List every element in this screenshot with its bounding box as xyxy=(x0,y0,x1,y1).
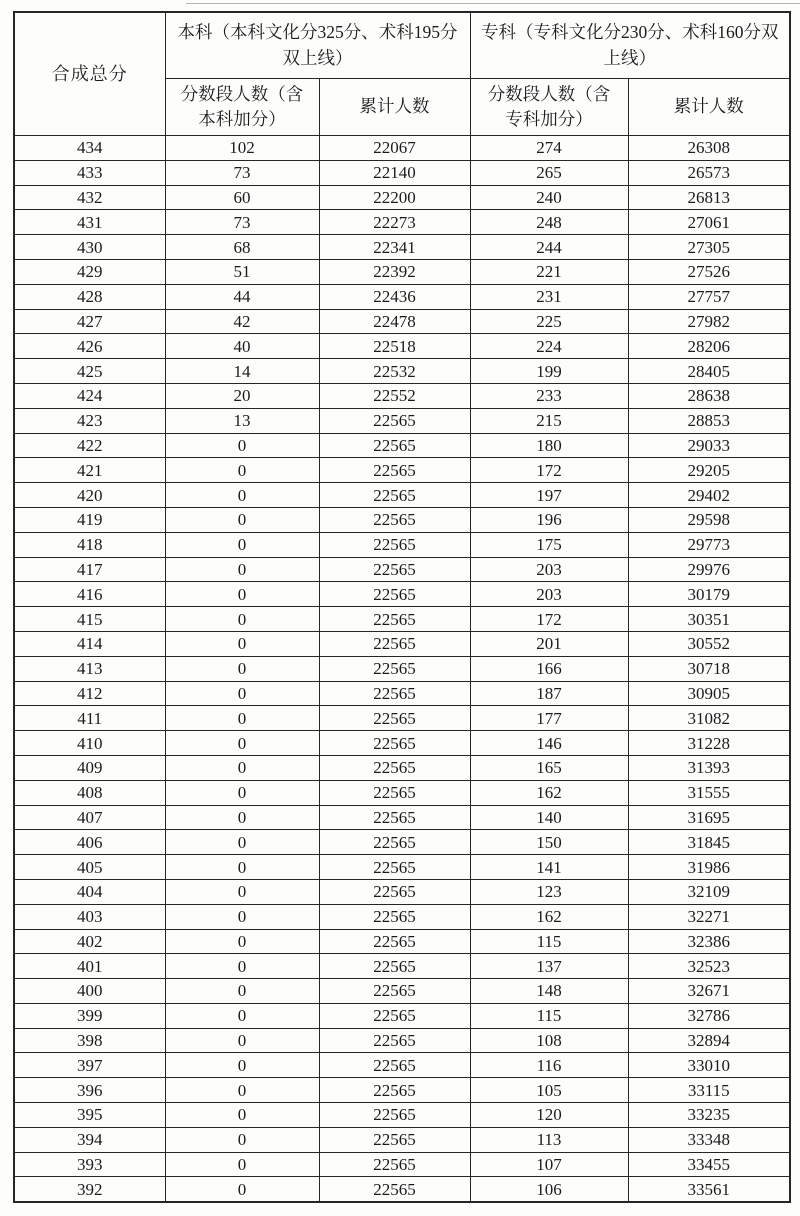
cell-benke-cumulative: 22565 xyxy=(319,780,470,805)
cell-zhuanke-cumulative: 30905 xyxy=(628,681,790,706)
header-zhuanke-group: 专科（专科文化分230分、术科160分双上线） xyxy=(470,12,790,79)
cell-benke-cumulative: 22565 xyxy=(319,1127,470,1152)
cell-zhuanke-cumulative: 28405 xyxy=(628,359,790,384)
cell-benke-cumulative: 22552 xyxy=(319,383,470,408)
cell-benke-count: 0 xyxy=(165,929,319,954)
header-zhuanke-cumulative: 累计人数 xyxy=(628,79,790,136)
table-row xyxy=(14,582,790,607)
cell-benke-count: 0 xyxy=(165,979,319,1004)
cell-benke-cumulative: 22140 xyxy=(319,160,470,185)
cell-benke-cumulative: 22565 xyxy=(319,408,470,433)
cell-benke-cumulative: 22565 xyxy=(319,706,470,731)
cell-zhuanke-count: 115 xyxy=(470,929,628,954)
table-row xyxy=(14,830,790,855)
cell-benke-cumulative: 22273 xyxy=(319,210,470,235)
cell-zhuanke-cumulative: 31082 xyxy=(628,706,790,731)
cell-benke-count: 0 xyxy=(165,755,319,780)
cell-composite-score: 427 xyxy=(14,309,165,334)
cell-zhuanke-cumulative: 27305 xyxy=(628,235,790,260)
cell-zhuanke-count: 115 xyxy=(470,1003,628,1028)
cell-composite-score: 408 xyxy=(14,780,165,805)
cell-zhuanke-cumulative: 32386 xyxy=(628,929,790,954)
cell-zhuanke-cumulative: 27526 xyxy=(628,259,790,284)
cell-zhuanke-count: 141 xyxy=(470,855,628,880)
cell-benke-cumulative: 22341 xyxy=(319,235,470,260)
cell-composite-score: 414 xyxy=(14,631,165,656)
cell-zhuanke-cumulative: 29402 xyxy=(628,483,790,508)
header-benke-segment-count: 分数段人数（含本科加分） xyxy=(165,79,319,136)
table-row xyxy=(14,433,790,458)
cell-composite-score: 407 xyxy=(14,805,165,830)
cell-zhuanke-cumulative: 32109 xyxy=(628,879,790,904)
cell-zhuanke-count: 165 xyxy=(470,755,628,780)
table-row xyxy=(14,607,790,632)
cell-benke-count: 0 xyxy=(165,830,319,855)
cell-zhuanke-count: 146 xyxy=(470,731,628,756)
cell-benke-count: 0 xyxy=(165,433,319,458)
cell-benke-count: 44 xyxy=(165,284,319,309)
cell-benke-count: 0 xyxy=(165,458,319,483)
table-row xyxy=(14,706,790,731)
table-row xyxy=(14,383,790,408)
table-row xyxy=(14,210,790,235)
cell-zhuanke-cumulative: 31695 xyxy=(628,805,790,830)
cell-benke-cumulative: 22565 xyxy=(319,879,470,904)
cell-benke-count: 0 xyxy=(165,582,319,607)
cell-composite-score: 415 xyxy=(14,607,165,632)
cell-composite-score: 425 xyxy=(14,359,165,384)
cell-zhuanke-count: 197 xyxy=(470,483,628,508)
table-row xyxy=(14,1127,790,1152)
table-row xyxy=(14,235,790,260)
cell-zhuanke-cumulative: 31228 xyxy=(628,731,790,756)
cell-benke-count: 13 xyxy=(165,408,319,433)
cell-benke-cumulative: 22565 xyxy=(319,582,470,607)
cell-zhuanke-count: 221 xyxy=(470,259,628,284)
cell-benke-count: 0 xyxy=(165,483,319,508)
cell-zhuanke-cumulative: 26573 xyxy=(628,160,790,185)
cell-benke-cumulative: 22565 xyxy=(319,904,470,929)
cell-zhuanke-cumulative: 27061 xyxy=(628,210,790,235)
cell-zhuanke-count: 166 xyxy=(470,656,628,681)
table-row xyxy=(14,334,790,359)
cell-zhuanke-count: 116 xyxy=(470,1053,628,1078)
table-row xyxy=(14,954,790,979)
cell-benke-cumulative: 22200 xyxy=(319,185,470,210)
table-row xyxy=(14,631,790,656)
cell-zhuanke-cumulative: 29976 xyxy=(628,557,790,582)
cell-zhuanke-count: 150 xyxy=(470,830,628,855)
cell-composite-score: 394 xyxy=(14,1127,165,1152)
table-row xyxy=(14,1177,790,1202)
table-row xyxy=(14,979,790,1004)
cell-benke-cumulative: 22565 xyxy=(319,954,470,979)
table-row xyxy=(14,731,790,756)
cell-composite-score: 419 xyxy=(14,507,165,532)
cell-benke-count: 20 xyxy=(165,383,319,408)
cell-composite-score: 420 xyxy=(14,483,165,508)
cell-zhuanke-cumulative: 30718 xyxy=(628,656,790,681)
cell-benke-cumulative: 22565 xyxy=(319,979,470,1004)
table-row xyxy=(14,855,790,880)
cell-benke-count: 0 xyxy=(165,1053,319,1078)
cell-zhuanke-count: 180 xyxy=(470,433,628,458)
cell-zhuanke-cumulative: 33235 xyxy=(628,1103,790,1128)
cell-benke-count: 0 xyxy=(165,532,319,557)
cell-composite-score: 401 xyxy=(14,954,165,979)
cell-benke-count: 0 xyxy=(165,780,319,805)
cell-composite-score: 395 xyxy=(14,1103,165,1128)
table-row xyxy=(14,136,790,161)
cell-zhuanke-count: 244 xyxy=(470,235,628,260)
cell-composite-score: 424 xyxy=(14,383,165,408)
cell-zhuanke-count: 224 xyxy=(470,334,628,359)
cell-benke-cumulative: 22565 xyxy=(319,607,470,632)
cell-benke-count: 0 xyxy=(165,631,319,656)
cell-benke-cumulative: 22565 xyxy=(319,1152,470,1177)
cell-zhuanke-cumulative: 27982 xyxy=(628,309,790,334)
cell-benke-cumulative: 22565 xyxy=(319,507,470,532)
cell-benke-cumulative: 22565 xyxy=(319,855,470,880)
cell-benke-count: 0 xyxy=(165,607,319,632)
cell-zhuanke-cumulative: 33455 xyxy=(628,1152,790,1177)
cell-zhuanke-cumulative: 30179 xyxy=(628,582,790,607)
table-row xyxy=(14,1028,790,1053)
cell-composite-score: 433 xyxy=(14,160,165,185)
cell-composite-score: 421 xyxy=(14,458,165,483)
cell-zhuanke-cumulative: 33115 xyxy=(628,1078,790,1103)
cell-zhuanke-cumulative: 29598 xyxy=(628,507,790,532)
cell-zhuanke-cumulative: 26813 xyxy=(628,185,790,210)
cell-composite-score: 411 xyxy=(14,706,165,731)
cell-zhuanke-count: 148 xyxy=(470,979,628,1004)
cell-zhuanke-count: 137 xyxy=(470,954,628,979)
cell-zhuanke-count: 113 xyxy=(470,1127,628,1152)
cell-zhuanke-cumulative: 32671 xyxy=(628,979,790,1004)
table-row xyxy=(14,458,790,483)
table-row xyxy=(14,259,790,284)
cell-zhuanke-cumulative: 30351 xyxy=(628,607,790,632)
cell-composite-score: 413 xyxy=(14,656,165,681)
table-row xyxy=(14,557,790,582)
scan-artifact-line xyxy=(186,3,800,4)
cell-benke-cumulative: 22478 xyxy=(319,309,470,334)
cell-zhuanke-count: 203 xyxy=(470,557,628,582)
cell-benke-count: 68 xyxy=(165,235,319,260)
cell-zhuanke-count: 140 xyxy=(470,805,628,830)
cell-benke-count: 0 xyxy=(165,706,319,731)
cell-composite-score: 417 xyxy=(14,557,165,582)
cell-benke-cumulative: 22565 xyxy=(319,631,470,656)
cell-benke-count: 14 xyxy=(165,359,319,384)
table-row xyxy=(14,1152,790,1177)
cell-benke-cumulative: 22565 xyxy=(319,1028,470,1053)
cell-benke-cumulative: 22565 xyxy=(319,1177,470,1202)
cell-composite-score: 399 xyxy=(14,1003,165,1028)
cell-benke-cumulative: 22565 xyxy=(319,557,470,582)
table-body xyxy=(14,136,790,1203)
cell-benke-count: 0 xyxy=(165,1152,319,1177)
cell-zhuanke-count: 177 xyxy=(470,706,628,731)
cell-zhuanke-count: 123 xyxy=(470,879,628,904)
cell-benke-count: 60 xyxy=(165,185,319,210)
cell-zhuanke-cumulative: 28853 xyxy=(628,408,790,433)
cell-benke-count: 0 xyxy=(165,1028,319,1053)
cell-zhuanke-count: 108 xyxy=(470,1028,628,1053)
cell-benke-cumulative: 22565 xyxy=(319,1053,470,1078)
cell-benke-cumulative: 22565 xyxy=(319,929,470,954)
table-row xyxy=(14,1003,790,1028)
cell-benke-cumulative: 22436 xyxy=(319,284,470,309)
cell-benke-cumulative: 22067 xyxy=(319,136,470,161)
cell-benke-count: 0 xyxy=(165,1003,319,1028)
cell-zhuanke-count: 248 xyxy=(470,210,628,235)
cell-zhuanke-count: 106 xyxy=(470,1177,628,1202)
cell-benke-count: 0 xyxy=(165,1127,319,1152)
table-row xyxy=(14,284,790,309)
table-row xyxy=(14,904,790,929)
cell-composite-score: 406 xyxy=(14,830,165,855)
cell-benke-cumulative: 22565 xyxy=(319,532,470,557)
cell-zhuanke-cumulative: 27757 xyxy=(628,284,790,309)
cell-benke-count: 0 xyxy=(165,1177,319,1202)
cell-benke-cumulative: 22518 xyxy=(319,334,470,359)
cell-zhuanke-count: 274 xyxy=(470,136,628,161)
cell-zhuanke-count: 172 xyxy=(470,458,628,483)
table-header xyxy=(14,12,790,136)
cell-benke-cumulative: 22565 xyxy=(319,830,470,855)
table-row xyxy=(14,681,790,706)
cell-benke-count: 0 xyxy=(165,855,319,880)
table-row xyxy=(14,805,790,830)
cell-composite-score: 403 xyxy=(14,904,165,929)
cell-composite-score: 400 xyxy=(14,979,165,1004)
header-benke-cumulative: 累计人数 xyxy=(319,79,470,136)
cell-zhuanke-count: 225 xyxy=(470,309,628,334)
cell-benke-count: 0 xyxy=(165,557,319,582)
cell-zhuanke-cumulative: 32894 xyxy=(628,1028,790,1053)
cell-zhuanke-count: 265 xyxy=(470,160,628,185)
cell-zhuanke-count: 201 xyxy=(470,631,628,656)
cell-composite-score: 431 xyxy=(14,210,165,235)
table-row xyxy=(14,1103,790,1128)
table-row xyxy=(14,185,790,210)
cell-benke-count: 0 xyxy=(165,1078,319,1103)
cell-zhuanke-cumulative: 28638 xyxy=(628,383,790,408)
table-row xyxy=(14,309,790,334)
cell-benke-cumulative: 22565 xyxy=(319,1003,470,1028)
table-row xyxy=(14,656,790,681)
cell-zhuanke-cumulative: 31986 xyxy=(628,855,790,880)
cell-composite-score: 410 xyxy=(14,731,165,756)
cell-benke-count: 0 xyxy=(165,904,319,929)
cell-zhuanke-count: 196 xyxy=(470,507,628,532)
cell-benke-cumulative: 22565 xyxy=(319,805,470,830)
cell-composite-score: 412 xyxy=(14,681,165,706)
cell-composite-score: 402 xyxy=(14,929,165,954)
cell-composite-score: 422 xyxy=(14,433,165,458)
cell-composite-score: 432 xyxy=(14,185,165,210)
cell-composite-score: 418 xyxy=(14,532,165,557)
cell-benke-cumulative: 22565 xyxy=(319,755,470,780)
cell-zhuanke-cumulative: 29773 xyxy=(628,532,790,557)
cell-benke-cumulative: 22565 xyxy=(319,483,470,508)
cell-zhuanke-count: 162 xyxy=(470,780,628,805)
table-row xyxy=(14,507,790,532)
cell-zhuanke-cumulative: 33561 xyxy=(628,1177,790,1202)
cell-benke-count: 0 xyxy=(165,656,319,681)
cell-benke-cumulative: 22565 xyxy=(319,681,470,706)
cell-benke-cumulative: 22565 xyxy=(319,433,470,458)
cell-benke-count: 51 xyxy=(165,259,319,284)
cell-benke-count: 73 xyxy=(165,160,319,185)
cell-benke-count: 0 xyxy=(165,507,319,532)
cell-zhuanke-cumulative: 31555 xyxy=(628,780,790,805)
cell-composite-score: 392 xyxy=(14,1177,165,1202)
cell-benke-count: 0 xyxy=(165,1103,319,1128)
cell-zhuanke-count: 231 xyxy=(470,284,628,309)
cell-zhuanke-cumulative: 29205 xyxy=(628,458,790,483)
table-row xyxy=(14,483,790,508)
cell-zhuanke-cumulative: 31393 xyxy=(628,755,790,780)
score-distribution-table xyxy=(13,11,791,1203)
cell-zhuanke-count: 240 xyxy=(470,185,628,210)
cell-composite-score: 393 xyxy=(14,1152,165,1177)
table-row xyxy=(14,929,790,954)
table-row xyxy=(14,408,790,433)
cell-zhuanke-count: 107 xyxy=(470,1152,628,1177)
cell-zhuanke-cumulative: 30552 xyxy=(628,631,790,656)
cell-zhuanke-count: 175 xyxy=(470,532,628,557)
cell-zhuanke-count: 162 xyxy=(470,904,628,929)
cell-benke-cumulative: 22565 xyxy=(319,656,470,681)
table-row xyxy=(14,1078,790,1103)
cell-composite-score: 429 xyxy=(14,259,165,284)
cell-benke-cumulative: 22565 xyxy=(319,1078,470,1103)
cell-zhuanke-cumulative: 32786 xyxy=(628,1003,790,1028)
table-row xyxy=(14,879,790,904)
cell-composite-score: 430 xyxy=(14,235,165,260)
cell-benke-cumulative: 22532 xyxy=(319,359,470,384)
cell-zhuanke-count: 172 xyxy=(470,607,628,632)
cell-zhuanke-cumulative: 33348 xyxy=(628,1127,790,1152)
table-row xyxy=(14,160,790,185)
cell-composite-score: 398 xyxy=(14,1028,165,1053)
cell-zhuanke-count: 203 xyxy=(470,582,628,607)
cell-benke-count: 0 xyxy=(165,805,319,830)
cell-benke-count: 73 xyxy=(165,210,319,235)
cell-composite-score: 396 xyxy=(14,1078,165,1103)
cell-composite-score: 426 xyxy=(14,334,165,359)
header-zhuanke-segment-count: 分数段人数（含专科加分） xyxy=(470,79,628,136)
table-row xyxy=(14,780,790,805)
cell-composite-score: 404 xyxy=(14,879,165,904)
cell-zhuanke-count: 120 xyxy=(470,1103,628,1128)
cell-benke-cumulative: 22392 xyxy=(319,259,470,284)
header-benke-group: 本科（本科文化分325分、术科195分双上线） xyxy=(165,12,470,79)
table-row xyxy=(14,1053,790,1078)
cell-benke-count: 0 xyxy=(165,681,319,706)
cell-zhuanke-cumulative: 26308 xyxy=(628,136,790,161)
cell-composite-score: 409 xyxy=(14,755,165,780)
cell-zhuanke-cumulative: 33010 xyxy=(628,1053,790,1078)
cell-zhuanke-count: 215 xyxy=(470,408,628,433)
cell-composite-score: 405 xyxy=(14,855,165,880)
cell-composite-score: 423 xyxy=(14,408,165,433)
cell-benke-cumulative: 22565 xyxy=(319,731,470,756)
cell-benke-cumulative: 22565 xyxy=(319,458,470,483)
table-row xyxy=(14,755,790,780)
cell-zhuanke-count: 233 xyxy=(470,383,628,408)
cell-zhuanke-count: 187 xyxy=(470,681,628,706)
cell-benke-count: 40 xyxy=(165,334,319,359)
table-row xyxy=(14,532,790,557)
header-row-groups xyxy=(14,12,790,79)
cell-benke-count: 0 xyxy=(165,731,319,756)
cell-zhuanke-cumulative: 32271 xyxy=(628,904,790,929)
cell-zhuanke-count: 199 xyxy=(470,359,628,384)
cell-composite-score: 397 xyxy=(14,1053,165,1078)
cell-zhuanke-cumulative: 28206 xyxy=(628,334,790,359)
cell-zhuanke-cumulative: 32523 xyxy=(628,954,790,979)
cell-composite-score: 428 xyxy=(14,284,165,309)
cell-benke-cumulative: 22565 xyxy=(319,1103,470,1128)
cell-zhuanke-cumulative: 29033 xyxy=(628,433,790,458)
cell-zhuanke-count: 105 xyxy=(470,1078,628,1103)
cell-zhuanke-cumulative: 31845 xyxy=(628,830,790,855)
cell-composite-score: 416 xyxy=(14,582,165,607)
cell-benke-count: 0 xyxy=(165,954,319,979)
cell-benke-count: 42 xyxy=(165,309,319,334)
cell-benke-count: 0 xyxy=(165,879,319,904)
cell-benke-count: 102 xyxy=(165,136,319,161)
cell-composite-score: 434 xyxy=(14,136,165,161)
table-row xyxy=(14,359,790,384)
header-composite-score: 合成总分 xyxy=(14,12,165,136)
